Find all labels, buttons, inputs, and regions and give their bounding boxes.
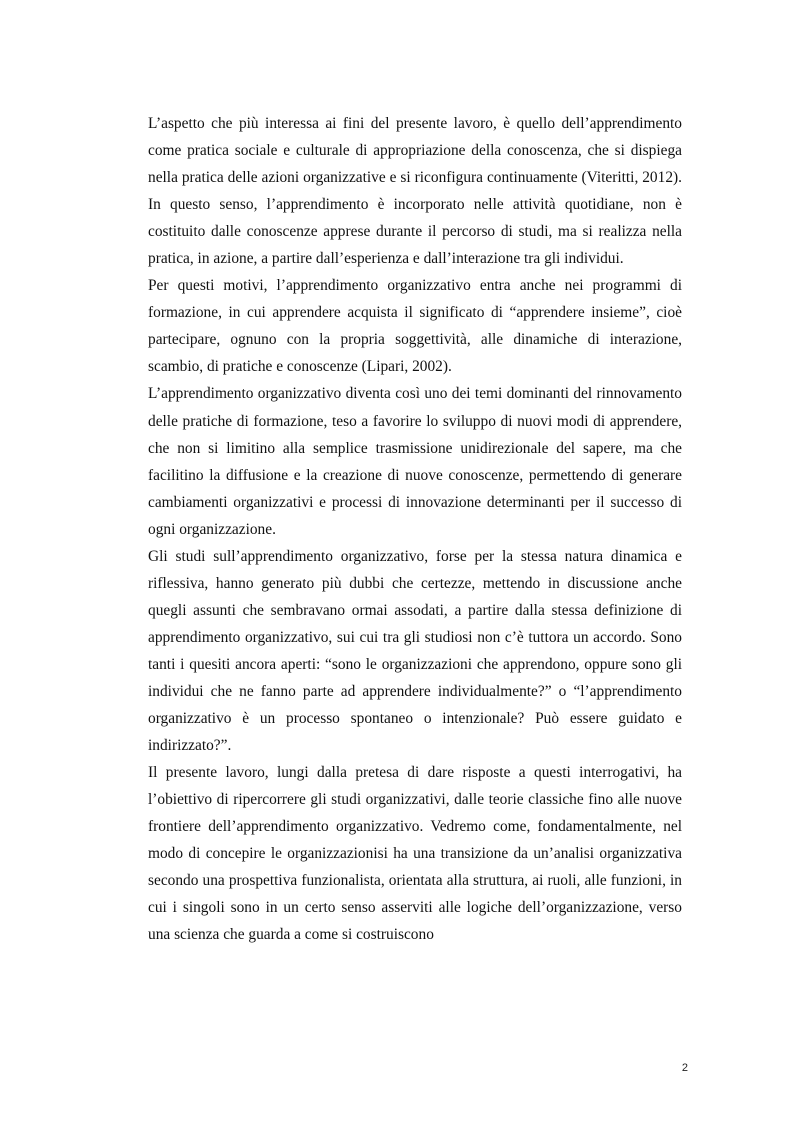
paragraph-4: Gli studi sull’apprendimento organizzativo, forse per la stessa natura dinamica e riflessiva, hanno generato più dubbi che certezze, mettendo in discussione anche quegli assunti che sembravano ormai assodati, a partire dalla stessa definizione di apprendimento organizzativo, sui cui tra gli studiosi non c’è tuttora un accordo. Sono tanti i quesiti ancora aperti: “sono le organizzazioni che apprendono, oppure sono gli individui che ne fanno parte ad apprendere individualmente?” o “l’apprendimento organizzativo è un processo spontaneo o intenzionale? Può essere guidato e indirizzato?”. [148, 547, 682, 755]
paragraph-1: L’aspetto che più interessa ai fini del presente lavoro, è quello dell’apprendimento come pratica sociale e culturale di appropriazione della conoscenza, che si dispiega nella pratica delle azioni organizzative e si riconfigura continuamente (Viteritti, 2012). In questo senso, l’apprendimento è incorporato nelle attività quotidiane, non è costituito dalle conoscenze apprese durante il percorso di studi, ma si realizza nella pratica, in azione, a partire dall’esperienza e dall’interazione tra gli individui. [148, 115, 682, 268]
paragraph-3: L’apprendimento organizzativo diventa così uno dei temi dominanti del rinnovamento delle pratiche di formazione, teso a favorire lo sviluppo di nuovi modi di apprendere, che non si limitino alla semplice trasmissione unidirezionale del sapere, ma che facilitino la diffusione e la creazione di nuove conoscenze, permettendo di generare cambiamenti organizzativi e processi di innovazione determinanti per il successo di ogni organizzazione. [148, 385, 682, 538]
paragraph-2: Per questi motivi, l’apprendimento organizzativo entra anche nei programmi di formazione, in cui apprendere acquista il significato di “apprendere insieme”, cioè partecipare, ognuno con la propria soggettività, alle dinamiche di interazione, scambio, di pratiche e conoscenze (Lipari, 2002). [148, 277, 682, 376]
paragraph-5: Il presente lavoro, lungi dalla pretesa di dare risposte a questi interrogativi, ha l’obiettivo di ripercorrere gli studi organizzativi, dalle teorie classiche fino alle nuove frontiere dell’apprendimento organizzativo. Vedremo come, fondamentalmente, nel modo di concepire le organizzazionisi ha una transizione da un’analisi organizzativa secondo una prospettiva funzionalista, orientata alla struttura, ai ruoli, alle funzioni, in cui i singoli sono in un certo senso asserviti alle logiche dell’organizzazione, verso una scienza che guarda a come si costruiscono [148, 764, 682, 944]
page-body [148, 110, 682, 948]
page-number: 2 [681, 1062, 688, 1074]
